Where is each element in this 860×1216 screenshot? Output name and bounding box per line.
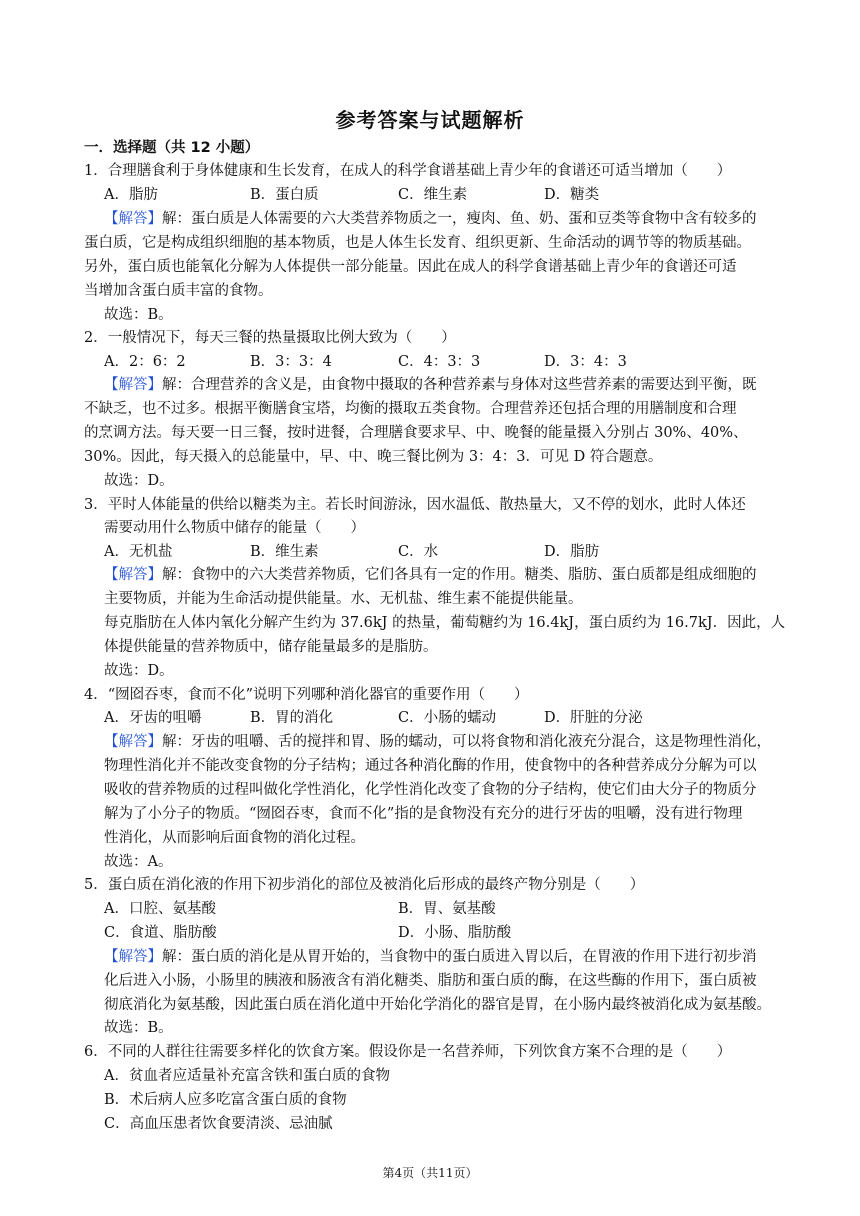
section-heading: 一．选择题（共 12 小题） [84, 140, 260, 156]
q2-answer-line: 30%。因此，每天摄入的总能量中，早、中、晚三餐比例为 3：4：3．可见 D 符合题意。 [84, 449, 663, 465]
q4-answer-line: 物理性消化并不能改变食物的分子结构；通过各种消化酶的作用，使食物中的各种营养成分分解为可以 [104, 758, 757, 774]
q5-option-b: B．胃、氨基酸 [398, 901, 496, 917]
question-6-stem: 6．不同的人群往往需要多样化的饮食方案。假设你是一名营养师，下列饮食方案不合理的是（ ） [84, 1044, 732, 1060]
q2-answer-line: 不缺乏，也不过多。根据平衡膳食宝塔，均衡的摄取五类食物。合理营养还包括合理的用膳制度和合理 [84, 401, 737, 417]
jieda-tag: 【解答】 [104, 211, 162, 227]
q5-answer-line: 【解答】解：蛋白质的消化是从胃开始的，当食物中的蛋白质进入胃以后，在胃液的作用下进行初步消 [104, 949, 757, 965]
q1-answer-line: 当增加含蛋白质丰富的食物。 [84, 283, 273, 299]
q4-answer-line: 吸收的营养物质的过程叫做化学性消化，化学性消化改变了食物的分子结构，使它们由大分子的物质分 [104, 782, 757, 798]
question-5-stem: 5．蛋白质在消化液的作用下初步消化的部位及被消化后形成的最终产物分别是（ ） [84, 877, 645, 893]
q5-choice: 故选：B。 [104, 1020, 173, 1036]
q1-choice: 故选：B。 [104, 307, 173, 323]
q1-option-d: D．糖类 [544, 187, 600, 203]
question-2-stem: 2．一般情况下，每天三餐的热量摄取比例大致为（ ） [84, 330, 456, 346]
question-3-stem: 3．平时人体能量的供给以糖类为主。若长时间游泳，因水温低、散热量大，又不停的划水，此时人体还 [84, 497, 746, 513]
q6-option-a: A．贫血者应适量补充富含铁和蛋白质的食物 [104, 1068, 390, 1084]
jieda-tag: 【解答】 [104, 377, 162, 393]
q5-option-a: A．口腔、氨基酸 [104, 901, 216, 917]
q1-answer-line: 蛋白质，它是构成组织细胞的基本物质，也是人体生长发育、组织更新、生命活动的调节等的物质基础。 [84, 235, 751, 251]
q3-option-a: A．无机盐 [104, 544, 173, 560]
jieda-tag: 【解答】 [104, 567, 162, 583]
q5-option-d: D．小肠、脂肪酸 [398, 925, 512, 941]
q2-answer-line: 的烹调方法。每天要一日三餐，按时进餐，合理膳食要求早、中、晚餐的能量摄入分别占 30%、40%、 [84, 425, 748, 441]
q4-answer-line: 性消化，从而影响后面食物的消化过程。 [104, 830, 365, 846]
q6-option-c: C．高血压患者饮食要清淡、忌油腻 [104, 1116, 333, 1132]
q2-option-b: B．3：3：4 [250, 354, 332, 370]
q3-answer-line: 主要物质，并能为生命活动提供能量。水、无机盐、维生素不能提供能量。 [104, 591, 583, 607]
q3-answer-line: 【解答】解：食物中的六大类营养物质，它们各具有一定的作用。糖类、脂肪、蛋白质都是组成细胞的 [104, 567, 757, 583]
q4-option-d: D．肝脏的分泌 [544, 710, 643, 726]
q1-option-b: B．蛋白质 [250, 187, 319, 203]
q4-option-b: B．胃的消化 [250, 710, 334, 726]
page-footer: 第4页（共11页） [382, 1166, 478, 1180]
q2-option-a: A．2：6：2 [104, 354, 186, 370]
q2-answer-line: 【解答】解：合理营养的含义是，由食物中摄取的各种营养素与身体对这些营养素的需要达到平衡，既 [104, 377, 757, 393]
q3-option-b: B．维生素 [250, 544, 319, 560]
q3-answer-line: 体提供能量的营养物质中，储存能量最多的是脂肪。 [104, 639, 438, 655]
q4-option-a: A．牙齿的咀嚼 [104, 710, 202, 726]
q3-option-c: C．水 [398, 544, 439, 560]
q5-answer-line: 化后进入小肠，小肠里的胰液和肠液含有消化糖类、脂肪和蛋白质的酶，在这些酶的作用下，蛋白质被 [104, 973, 757, 989]
jieda-tag: 【解答】 [104, 949, 162, 965]
q1-answer-line: 【解答】解：蛋白质是人体需要的六大类营养物质之一，瘦肉、鱼、奶、蛋和豆类等食物中含有较多的 [104, 211, 757, 227]
q2-option-d: D．3：4：3 [544, 354, 627, 370]
jieda-tag: 【解答】 [104, 734, 162, 750]
q4-answer-line: 【解答】解：牙齿的咀嚼、舌的搅拌和胃、肠的蠕动，可以将食物和消化液充分混合，这是物理性消化， [104, 734, 771, 750]
q1-answer-line: 另外，蛋白质也能氧化分解为人体提供一部分能量。因此在成人的科学食谱基础上青少年的食谱还可适 [84, 259, 737, 275]
q3-answer-line: 每克脂肪在人体内氧化分解产生约为 37.6kJ 的热量，葡萄糖约为 16.4kJ，蛋白质约为 16.7kJ．因此，人 [104, 615, 786, 631]
q2-option-c: C．4：3：3 [398, 354, 481, 370]
question-3-stem: 需要动用什么物质中储存的能量（ ） [104, 520, 365, 536]
q1-option-c: C．维生素 [398, 187, 468, 203]
q1-option-a: A．脂肪 [104, 187, 158, 203]
q2-choice: 故选：D。 [104, 473, 174, 489]
question-4-stem: 4．“囫囵吞枣，食而不化”说明下列哪种消化器官的重要作用（ ） [84, 687, 529, 703]
q5-option-c: C．食道、脂肪酸 [104, 925, 217, 941]
q5-answer-line: 彻底消化为氨基酸，因此蛋白质在消化道中开始化学消化的器官是胃，在小肠内最终被消化成为氨基酸。 [104, 997, 771, 1013]
q4-option-c: C．小肠的蠕动 [398, 710, 497, 726]
q3-option-d: D．脂肪 [544, 544, 600, 560]
q6-option-b: B．术后病人应多吃富含蛋白质的食物 [104, 1092, 347, 1108]
q3-choice: 故选：D。 [104, 663, 174, 679]
q4-answer-line: 解为了小分子的物质。“囫囵吞枣，食而不化”指的是食物没有充分的进行牙齿的咀嚼，没有进行物理 [104, 806, 743, 822]
question-1-stem: 1．合理膳食利于身体健康和生长发育，在成人的科学食谱基础上青少年的食谱还可适当增加（ ） [84, 163, 732, 179]
q4-choice: 故选：A。 [104, 854, 173, 870]
page-title: 参考答案与试题解析 [335, 108, 525, 132]
